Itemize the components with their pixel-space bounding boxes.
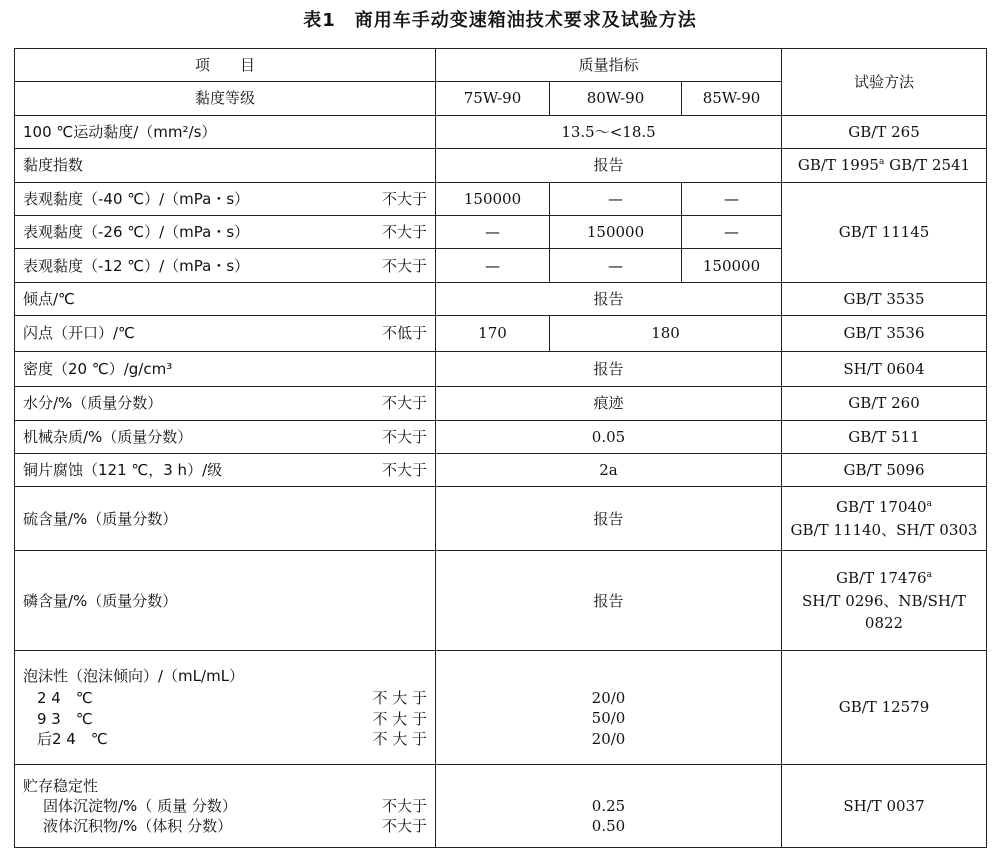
- phosphorus-value: 报告: [436, 551, 782, 651]
- row-pour-point: [15, 282, 987, 315]
- density-value: 报告: [436, 351, 782, 386]
- apparent-12-limit: 不大于: [381, 256, 427, 275]
- header-method: 试验方法: [782, 49, 987, 116]
- sulfur-method-footnote: a: [926, 499, 932, 510]
- apparent-12-label: 表观黏度（-12 ℃）/（mPa・s） 不大于: [15, 249, 436, 282]
- sulfur-method: [782, 487, 987, 551]
- foam-value-93: 50/0: [591, 709, 626, 728]
- water-label: 水分/%（质量分数） 不大于: [15, 387, 436, 420]
- flash-v1: 170: [436, 316, 550, 351]
- sulfur-label: 硫含量/%（质量分数）: [15, 487, 436, 551]
- foam-item-93: 9 3 ℃ 不 大 于: [37, 709, 427, 728]
- sulfur-method-1: GB/T 17040: [836, 498, 927, 517]
- apparent-12-v3: 150000: [682, 249, 782, 282]
- row-viscosity-index: [15, 149, 987, 182]
- storage-value-liquid: 0.50: [591, 816, 626, 835]
- apparent-40-label: 表观黏度（-40 ℃）/（mPa・s） 不大于: [15, 182, 436, 215]
- sulfur-value: 报告: [436, 487, 782, 551]
- storage-cell: [15, 764, 436, 847]
- impurity-value: 0.05: [436, 420, 782, 453]
- copper-value: 2a: [436, 453, 782, 486]
- storage-value-solid: 0.25: [591, 796, 626, 815]
- vi-value: 报告: [436, 149, 782, 182]
- header-grade: 黏度等级: [15, 82, 436, 115]
- vi-method-footnote: a: [878, 157, 885, 168]
- flash-method: GB/T 3536: [782, 316, 987, 351]
- row-storage-stability: [15, 764, 987, 847]
- apparent-26-limit: 不大于: [381, 223, 427, 242]
- row-sulfur: [15, 487, 987, 551]
- kv-value: 13.5～<18.5: [436, 115, 782, 148]
- impurity-label: 机械杂质/%（质量分数） 不大于: [15, 420, 436, 453]
- pour-label: 倾点/℃: [15, 282, 436, 315]
- apparent-method: GB/T 11145: [782, 182, 987, 282]
- density-label: 密度（20 ℃）/g/cm³: [15, 351, 436, 386]
- storage-item-liquid: 液体沉积物/%（体积 分数） 不大于: [43, 817, 427, 836]
- row-phosphorus: [15, 551, 987, 651]
- row-mechanical-impurity: [15, 420, 987, 453]
- apparent-40-limit: 不大于: [381, 189, 427, 208]
- grade-75w90: 75W-90: [436, 82, 550, 115]
- foam-cell: [15, 651, 436, 764]
- phosphorus-method-1: GB/T 17476: [836, 569, 927, 588]
- flash-label: 闪点（开口）/℃ 不低于: [15, 316, 436, 351]
- apparent-40-v2: —: [550, 182, 682, 215]
- row-foam: [15, 651, 987, 764]
- grade-85w90: 85W-90: [682, 82, 782, 115]
- water-value: 痕迹: [436, 387, 782, 420]
- foam-values: [436, 651, 782, 764]
- vi-method-a: GB/T 1995: [797, 156, 879, 175]
- apparent-40-v3: —: [682, 182, 782, 215]
- apparent-26-v3: —: [682, 216, 782, 249]
- water-limit: 不大于: [381, 394, 427, 413]
- header-item: 项 目: [15, 49, 436, 82]
- impurity-limit: 不大于: [381, 427, 427, 446]
- spec-table: [14, 48, 987, 848]
- row-density: [15, 351, 987, 386]
- foam-method: GB/T 12579: [782, 651, 987, 764]
- apparent-26-v2: 150000: [550, 216, 682, 249]
- header-quality: 质量指标: [436, 49, 782, 82]
- flash-v23: 180: [550, 316, 782, 351]
- row-apparent-viscosity-40: [15, 182, 987, 215]
- pour-method: GB/T 3535: [782, 282, 987, 315]
- apparent-12-v1: —: [436, 249, 550, 282]
- row-flash-point: [15, 316, 987, 351]
- pour-value: 报告: [436, 282, 782, 315]
- copper-limit: 不大于: [381, 461, 427, 480]
- storage-values: [436, 764, 782, 847]
- flash-limit: 不低于: [381, 324, 427, 343]
- phosphorus-label: 磷含量/%（质量分数）: [15, 551, 436, 651]
- phosphorus-method-3: 0822: [864, 614, 904, 633]
- density-method: SH/T 0604: [782, 351, 987, 386]
- phosphorus-method: [782, 551, 987, 651]
- impurity-method: GB/T 511: [782, 420, 987, 453]
- kv-method: GB/T 265: [782, 115, 987, 148]
- apparent-26-label: 表观黏度（-26 ℃）/（mPa・s） 不大于: [15, 216, 436, 249]
- phosphorus-method-2: SH/T 0296、NB/SH/T: [802, 591, 966, 610]
- foam-label: 泡沫性（泡沫倾向）/（mL/mL）: [23, 667, 245, 686]
- sulfur-method-2: GB/T 11140、SH/T 0303: [790, 520, 978, 539]
- copper-method: GB/T 5096: [782, 453, 987, 486]
- foam-value-24: 20/0: [591, 689, 626, 708]
- foam-value-after-24: 20/0: [591, 729, 626, 748]
- foam-item-24: 2 4 ℃ 不 大 于: [37, 689, 427, 708]
- storage-method: SH/T 0037: [782, 764, 987, 847]
- apparent-12-v2: —: [550, 249, 682, 282]
- kv-label: 100 ℃运动黏度/（mm²/s）: [15, 115, 436, 148]
- table-title: 表1 商用车手动变速箱油技术要求及试验方法: [303, 10, 697, 31]
- storage-label: 贮存稳定性: [23, 776, 99, 795]
- vi-label: 黏度指数: [15, 149, 436, 182]
- storage-item-solid: 固体沉淀物/%（ 质量 分数） 不大于: [43, 796, 427, 815]
- vi-method: [782, 149, 987, 182]
- row-copper-corrosion: [15, 453, 987, 486]
- water-method: GB/T 260: [782, 387, 987, 420]
- vi-method-b: GB/T 2541: [884, 156, 971, 175]
- copper-label: 铜片腐蚀（121 ℃，3 h）/级 不大于: [15, 453, 436, 486]
- foam-item-after-24: 后2 4 ℃ 不 大 于: [37, 729, 427, 748]
- apparent-40-v1: 150000: [436, 182, 550, 215]
- row-water: [15, 387, 987, 420]
- apparent-26-v1: —: [436, 216, 550, 249]
- grade-80w90: 80W-90: [550, 82, 682, 115]
- header-row-1: [15, 49, 987, 82]
- row-kinematic-viscosity: [15, 115, 987, 148]
- phosphorus-method-footnote: a: [926, 570, 932, 581]
